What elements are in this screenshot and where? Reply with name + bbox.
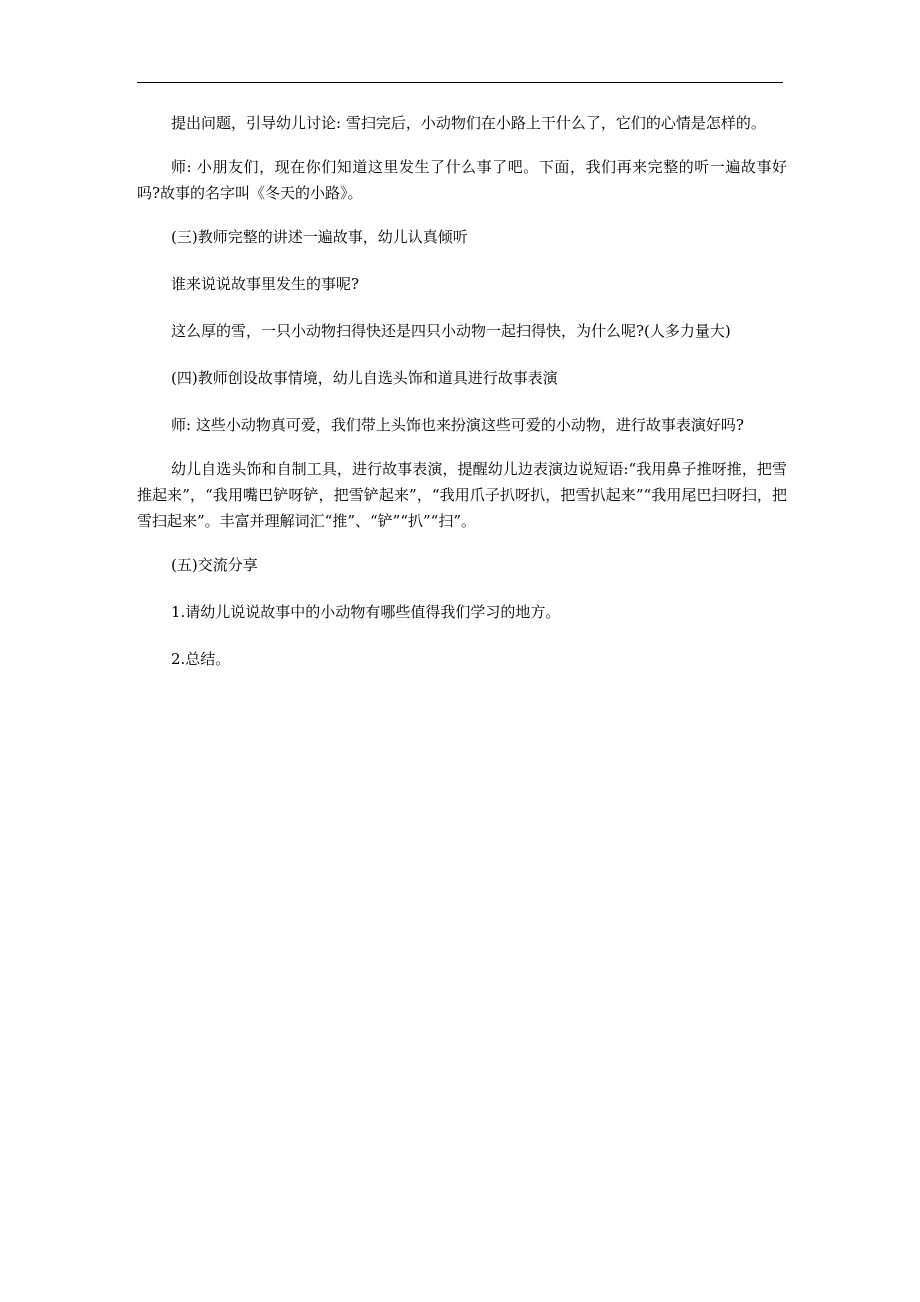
paragraph-thick-snow-question: 这么厚的雪，一只小动物扫得快还是四只小动物一起扫得快，为什么呢?(人多力量大) — [171, 322, 731, 340]
paragraph-discussion-question: 提出问题，引导幼儿讨论: 雪扫完后，小动物们在小路上干什么了，它们的心情是怎样的。 — [171, 114, 766, 132]
paragraph-teacher-intro-story: 师: 小朋友们，现在你们知道这里发生了什么事了吧。下面，我们再来完整的听一遍故事好吗?故事的名字叫《冬天的小路》。 — [137, 158, 787, 202]
paragraph-teacher-costume: 师: 这些小动物真可爱，我们带上头饰也来扮演这些可爱的小动物，进行故事表演好吗? — [171, 416, 744, 434]
paragraph-performance-phrases: 幼儿自选头饰和自制工具，进行故事表演，提醒幼儿边表演边说短语:“我用鼻子推呀推，把雪推起来”，“我用嘴巴铲呀铲，把雪铲起来”，“我用爪子扒呀扒，把雪扒起来”“我用尾巴扫呀扫，把雪扫起来”。丰富并理解词汇“推”、“铲”“扒”“扫”。 — [137, 460, 787, 530]
document-body — [137, 110, 787, 672]
list-item-1: 1.请幼儿说说故事中的小动物有哪些值得我们学习的地方。 — [171, 603, 561, 621]
paragraph-who-tells: 谁来说说故事里发生的事呢? — [171, 275, 360, 293]
section-heading-3: (三)教师完整的讲述一遍故事，幼儿认真倾听 — [171, 228, 468, 246]
header-rule — [137, 82, 783, 83]
list-item-2: 2.总结。 — [171, 650, 231, 668]
section-heading-4: (四)教师创设故事情境，幼儿自选头饰和道具进行故事表演 — [171, 369, 558, 387]
section-heading-5: (五)交流分享 — [171, 556, 258, 574]
